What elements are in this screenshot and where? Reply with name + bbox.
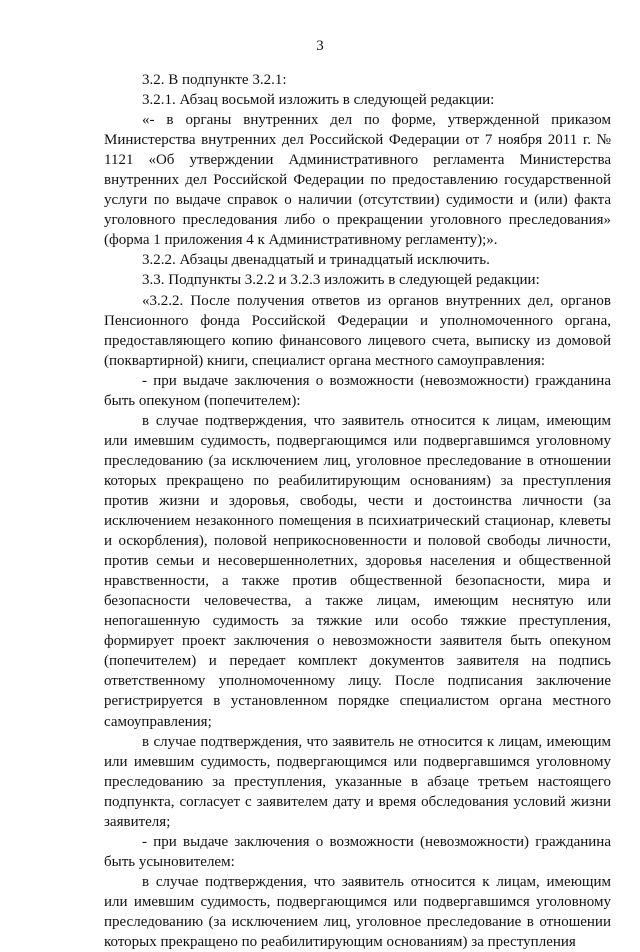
paragraph-3-2: 3.2. В подпункте 3.2.1:	[142, 72, 287, 88]
paragraph-3-2-1: 3.2.1. Абзац восьмой изложить в следующей редакции:	[142, 92, 495, 109]
paragraph-amended-text-1: «- в органы внутренних дел по форме, утвержденной приказом Министерства внутренних дел Российской Федерации от 7 ноября 2011 г. № 1121 «Об утверждении Административного регламента Министерства внутренних дел Российской Федерации по предоставлению государственной услуги по выдаче справок о наличии (отсутствии) судимости и (или) факта уголовного преследования либо о прекращении уголовного преследования» (форма 1 приложения 4 к Административному регламенту);».	[104, 112, 611, 249]
paragraph-adopter-confirmed: в случае подтверждения, что заявитель относится к лицам, имеющим или имевшим судимость, подвергающимся или подвергавшимся уголовному преследованию (за исключением лиц, уголовное преследование в отношении которых прекращено по реабилитирующим основаниям) за преступления	[104, 873, 611, 951]
page-number: 3	[316, 38, 324, 54]
paragraph-guardian-bullet: - при выдаче заключения о возможности (невозможности) гражданина быть опекуном (попечителем):	[104, 372, 611, 409]
paragraph-guardian-confirmed: в случае подтверждения, что заявитель относится к лицам, имеющим или имевшим судимость, подвергающимся или подвергавшимся уголовному преследованию (за исключением лиц, уголовное преследование в отношении которых прекращено по реабилитирующим основаниям) за преступления против жизни и здоровья, свободы, чести и достоинства личности (за исключением незаконного помещения в психиатрический стационар, клеветы и оскорбления), половой неприкосновенности и половой свободы личности, против семьи и несовершеннолетних, здоровья населения и общественной нравственности, а также против общественной безопасности, мира и безопасности человечества, а также лицам, имеющим неснятую или непогашенную судимость за тяжкие или особо тяжкие преступления, формирует проект заключения о невозможности заявителя быть опекуном (попечителем) и передает комплект документов заявителя на подпись ответственному уполномоченному лицу. После подписания заключение регистрируется в установленном порядке специалистом органа местного самоуправления;	[104, 412, 611, 730]
paragraph-new-3-2-2: «3.2.2. После получения ответов из органов внутренних дел, органов Пенсионного фонда Российской Федерации и уполномоченного органа, предоставляющего копию финансового лицевого счета, выписку из домовой (поквартирной) книги, специалист органа местного самоуправления:	[104, 292, 611, 369]
paragraph-adopter-bullet: - при выдаче заключения о возможности (невозможности) гражданина быть усыновителем:	[104, 833, 611, 870]
document-body	[104, 70, 611, 952]
paragraph-3-3: 3.3. Подпункты 3.2.2 и 3.2.3 изложить в следующей редакции:	[142, 272, 540, 289]
paragraph-3-2-2: 3.2.2. Абзацы двенадцатый и тринадцатый исключить.	[142, 252, 490, 269]
paragraph-guardian-not-confirmed: в случае подтверждения, что заявитель не относится к лицам, имеющим или имевшим судимость, подвергающимся или подвергавшимся уголовному преследованию за преступления, указанные в абзаце третьем настоящего подпункта, согласует с заявителем дату и время обследования условий жизни заявителя;	[104, 733, 611, 830]
